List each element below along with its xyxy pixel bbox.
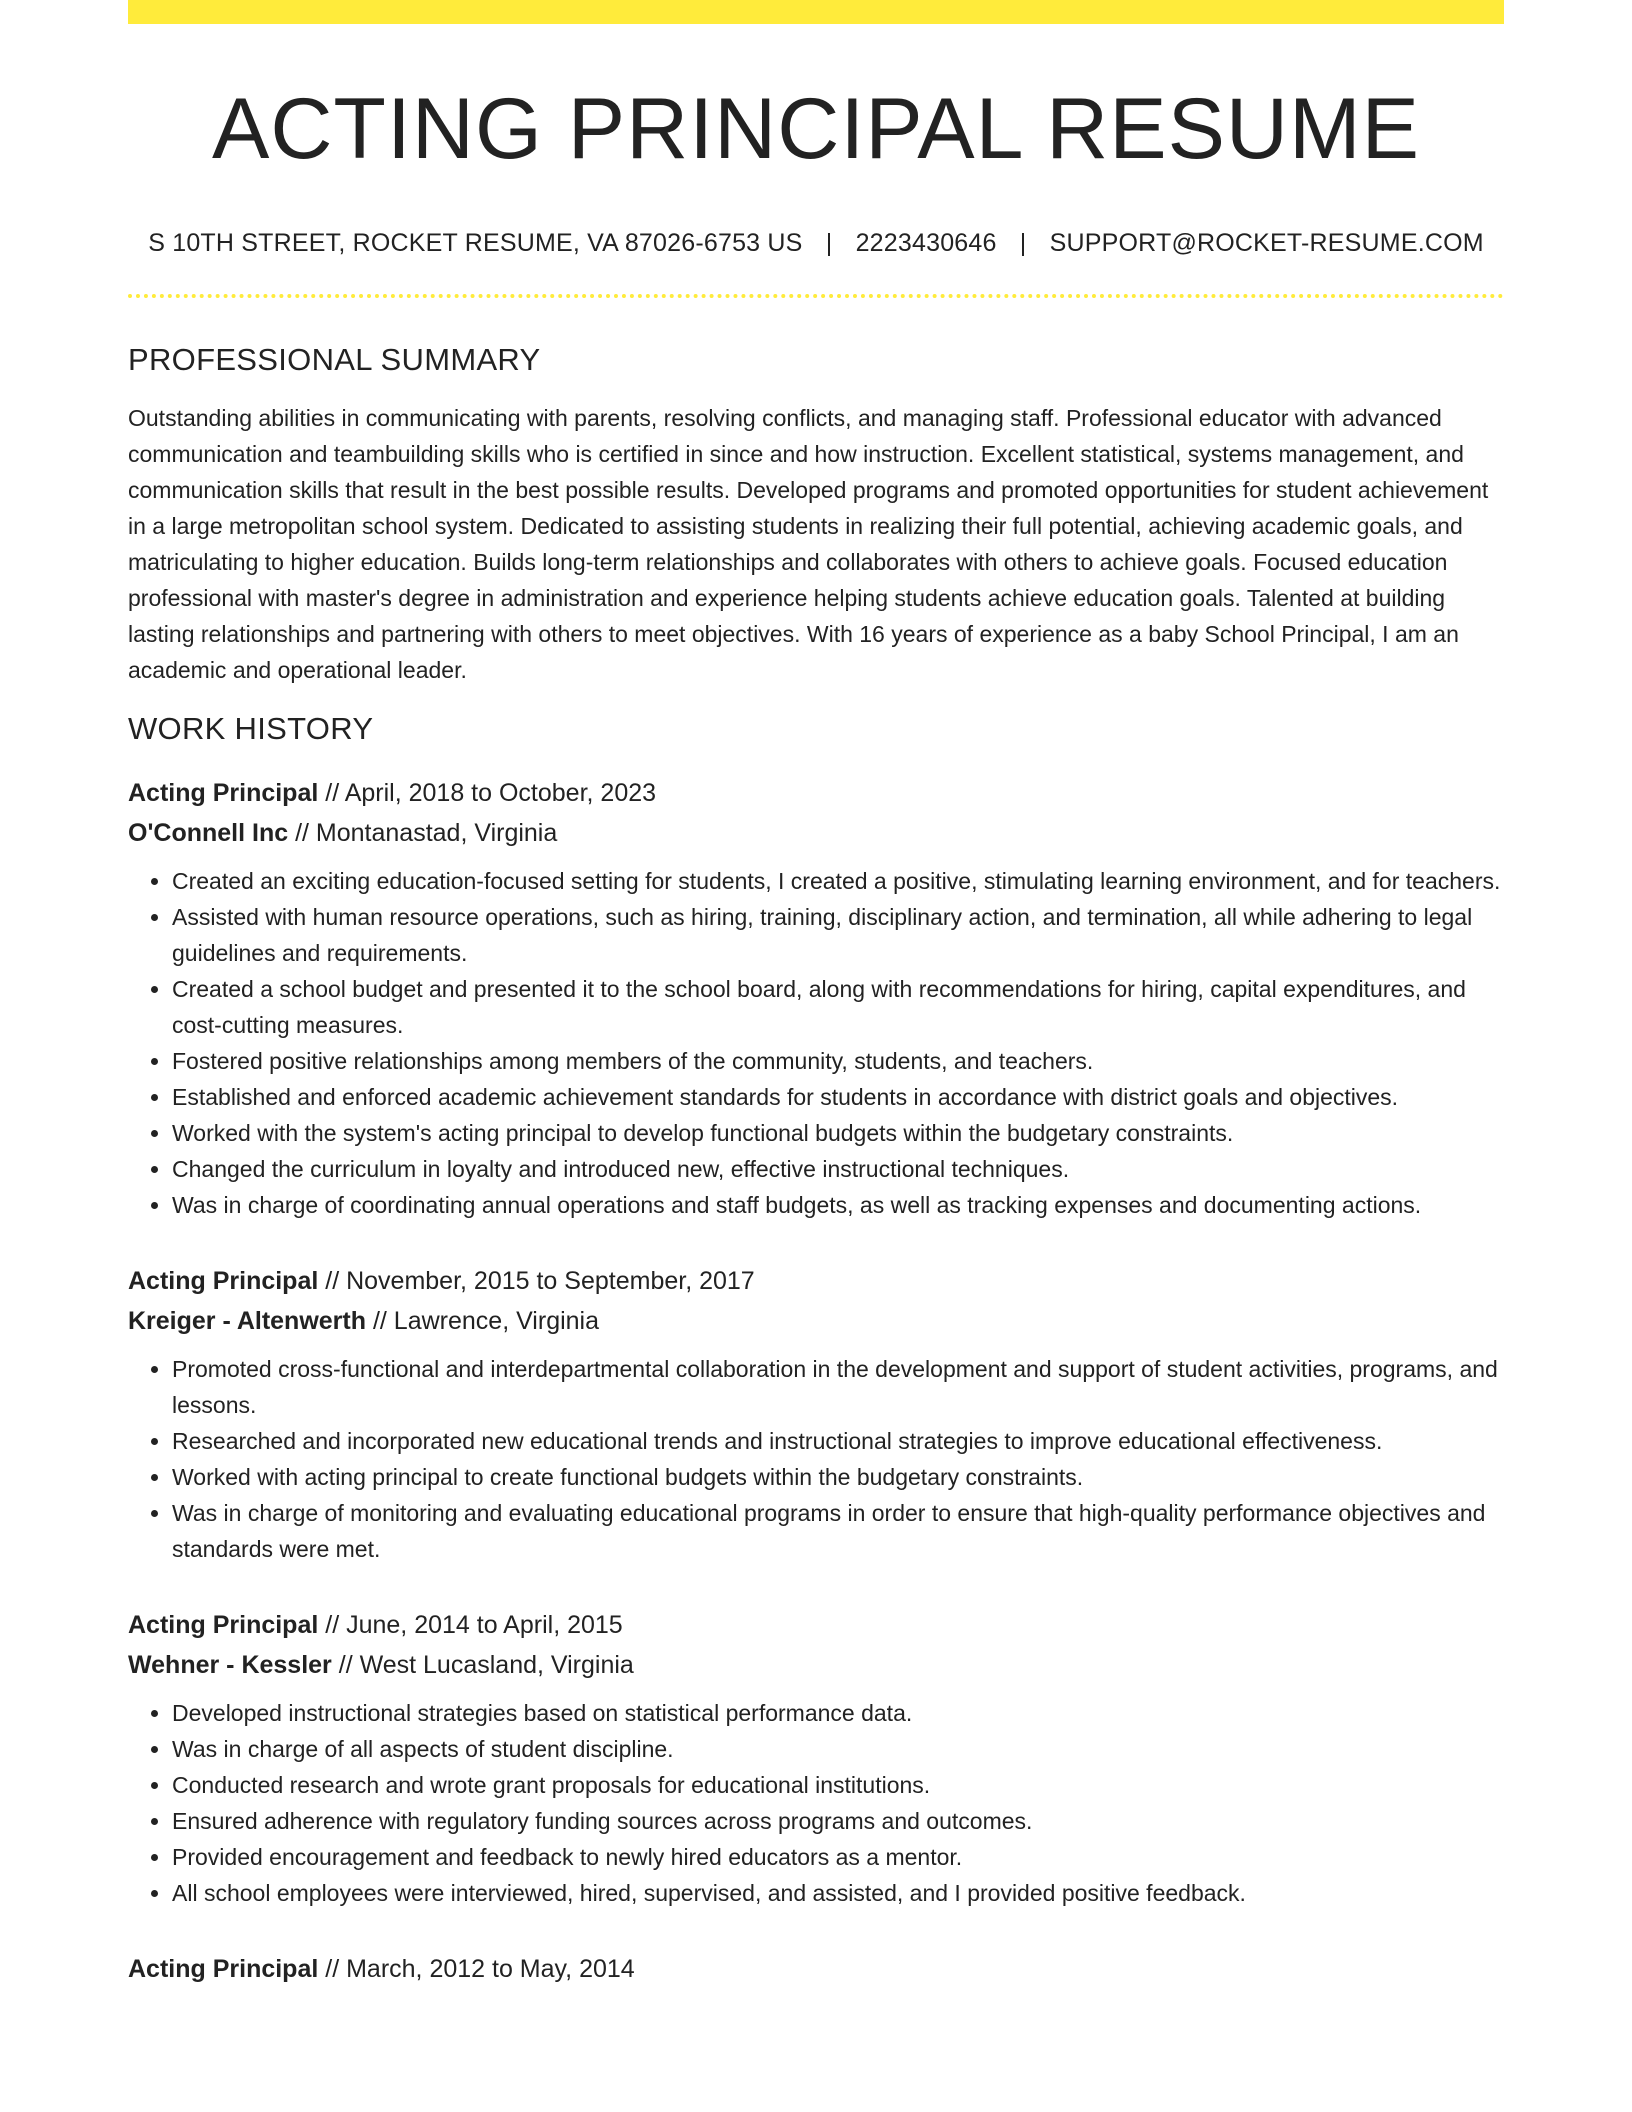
job-bullet: • Provided encouragement and feedback to newly hired educators as a mentor.	[172, 1839, 1504, 1875]
work-history-list	[128, 773, 1504, 1989]
job-role: Acting Principal	[128, 778, 319, 807]
job-bullet-list	[128, 1351, 1504, 1567]
contact-address: S 10TH STREET, ROCKET RESUME, VA 87026-6753 US	[148, 228, 803, 257]
job-company: Kreiger - Altenwerth	[128, 1306, 367, 1335]
job-bullet: • Ensured adherence with regulatory funding sources across programs and outcomes.	[172, 1803, 1504, 1839]
job-bullet: • Was in charge of coordinating annual operations and staff budgets, as well as tracking expenses and documenting actions.	[172, 1187, 1504, 1223]
contact-separator: |	[1019, 228, 1027, 257]
job-title-line	[128, 1949, 1504, 1989]
job-bullet: • Conducted research and wrote grant proposals for educational institutions.	[172, 1767, 1504, 1803]
resume-page	[128, 0, 1504, 1989]
job-company-line	[128, 1645, 1504, 1685]
job-location: // West Lucasland, Virginia	[331, 1650, 634, 1679]
job-entry	[128, 1949, 1504, 1989]
job-bullet-list	[128, 1695, 1504, 1911]
job-bullet: • Established and enforced academic achievement standards for students in accordance with district goals and objectives.	[172, 1079, 1504, 1115]
job-bullet: • Researched and incorporated new educational trends and instructional strategies to improve educational effectiveness.	[172, 1423, 1504, 1459]
job-dates: // June, 2014 to April, 2015	[318, 1610, 623, 1639]
job-role: Acting Principal	[128, 1610, 319, 1639]
job-bullet: • Changed the curriculum in loyalty and introduced new, effective instructional techniques.	[172, 1151, 1504, 1187]
summary-text: Outstanding abilities in communicating with parents, resolving conflicts, and managing staff. Professional educator with advanced communication and teambuilding skills who is certified in since and how instruction. Excellent statistical, systems management, and communication skills that result in the best possible results. Developed programs and promoted opportunities for student achievement in a large metropolitan school system. Dedicated to assisting students in realizing their full potential, achieving academic goals, and matriculating to higher education. Builds long-term relationships and collaborates with others to achieve goals. Focused education professional with master's degree in administration and experience helping students achieve education goals. Talented at building lasting relationships and partnering with others to meet objectives. With 16 years of experience as a baby School Principal, I am an academic and operational leader.	[128, 404, 1489, 683]
job-entry	[128, 773, 1504, 1223]
resume-title: ACTING PRINCIPAL RESUME	[211, 81, 1421, 177]
job-location: // Montanastad, Virginia	[288, 818, 558, 847]
job-title-line	[128, 1261, 1504, 1301]
job-dates: // November, 2015 to September, 2017	[318, 1266, 755, 1295]
job-bullet: • Created a school budget and presented it to the school board, along with recommendations for hiring, capital expenditures, and cost-cutting measures.	[172, 971, 1504, 1043]
contact-email: SUPPORT@ROCKET-RESUME.COM	[1049, 228, 1484, 257]
job-bullet: • Fostered positive relationships among members of the community, students, and teachers.	[172, 1043, 1504, 1079]
summary-heading: PROFESSIONAL SUMMARY	[128, 341, 541, 377]
job-entry	[128, 1605, 1504, 1911]
job-company: O'Connell Inc	[128, 818, 289, 847]
contact-phone: 2223430646	[855, 228, 997, 257]
job-dates: // April, 2018 to October, 2023	[318, 778, 657, 807]
job-company: Wehner - Kessler	[128, 1650, 332, 1679]
accent-top-bar	[128, 0, 1504, 24]
job-company-line	[128, 1301, 1504, 1341]
job-bullet: • Worked with the system's acting principal to develop functional budgets within the budgetary constraints.	[172, 1115, 1504, 1151]
job-bullet: • Worked with acting principal to create functional budgets within the budgetary constraints.	[172, 1459, 1504, 1495]
job-bullet: • Promoted cross-functional and interdepartmental collaboration in the development and support of student activities, programs, and lessons.	[172, 1351, 1504, 1423]
job-title-line	[128, 1605, 1504, 1645]
job-bullet: • Assisted with human resource operations, such as hiring, training, disciplinary action, and termination, all while adhering to legal guidelines and requirements.	[172, 899, 1504, 971]
job-entry	[128, 1261, 1504, 1567]
job-bullet: • Developed instructional strategies based on statistical performance data.	[172, 1695, 1504, 1731]
contact-line	[128, 229, 1504, 258]
job-bullet: • Was in charge of all aspects of student discipline.	[172, 1731, 1504, 1767]
work-history-heading: WORK HISTORY	[128, 710, 374, 746]
job-bullet: • Created an exciting education-focused setting for students, I created a positive, stimulating learning environment, and for teachers.	[172, 863, 1504, 899]
job-bullet-list	[128, 863, 1504, 1223]
job-title-line	[128, 773, 1504, 813]
job-role: Acting Principal	[128, 1266, 319, 1295]
job-location: // Lawrence, Virginia	[366, 1306, 600, 1335]
dotted-divider	[128, 294, 1504, 298]
job-company-line	[128, 813, 1504, 853]
job-dates: // March, 2012 to May, 2014	[318, 1954, 635, 1983]
job-bullet: • Was in charge of monitoring and evaluating educational programs in order to ensure that high-quality performance objectives and standards were met.	[172, 1495, 1504, 1567]
job-role: Acting Principal	[128, 1954, 319, 1983]
job-bullet: • All school employees were interviewed, hired, supervised, and assisted, and I provided positive feedback.	[172, 1875, 1504, 1911]
contact-separator: |	[825, 228, 833, 257]
